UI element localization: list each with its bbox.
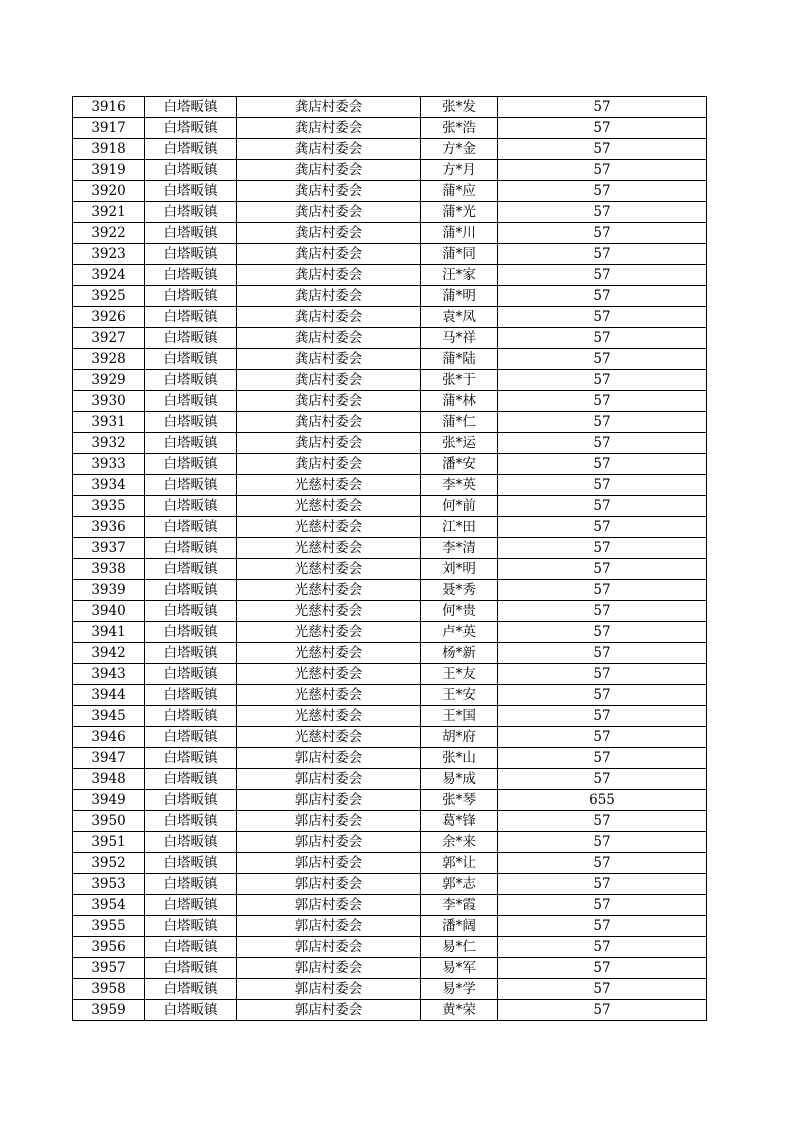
cell-amount: 57 bbox=[498, 601, 707, 622]
cell-amount: 57 bbox=[498, 979, 707, 1000]
table-row bbox=[73, 811, 707, 832]
cell-town: 白塔畈镇 bbox=[145, 160, 237, 181]
cell-name: 蒲*川 bbox=[421, 223, 498, 244]
table-row bbox=[73, 979, 707, 1000]
cell-village: 郭店村委会 bbox=[237, 958, 421, 979]
cell-number: 3948 bbox=[73, 769, 145, 790]
table-row bbox=[73, 769, 707, 790]
cell-number: 3937 bbox=[73, 538, 145, 559]
cell-village: 郭店村委会 bbox=[237, 748, 421, 769]
cell-town: 白塔畈镇 bbox=[145, 433, 237, 454]
cell-number: 3959 bbox=[73, 1000, 145, 1021]
cell-amount: 57 bbox=[498, 895, 707, 916]
table-row bbox=[73, 202, 707, 223]
cell-number: 3954 bbox=[73, 895, 145, 916]
cell-amount: 57 bbox=[498, 832, 707, 853]
cell-village: 龚店村委会 bbox=[237, 370, 421, 391]
table-row bbox=[73, 643, 707, 664]
cell-village: 龚店村委会 bbox=[237, 286, 421, 307]
cell-town: 白塔畈镇 bbox=[145, 895, 237, 916]
cell-town: 白塔畈镇 bbox=[145, 559, 237, 580]
table-row bbox=[73, 937, 707, 958]
cell-town: 白塔畈镇 bbox=[145, 139, 237, 160]
cell-amount: 57 bbox=[498, 412, 707, 433]
cell-amount: 57 bbox=[498, 727, 707, 748]
cell-name: 方*月 bbox=[421, 160, 498, 181]
cell-number: 3934 bbox=[73, 475, 145, 496]
cell-amount: 57 bbox=[498, 97, 707, 118]
cell-number: 3919 bbox=[73, 160, 145, 181]
cell-number: 3949 bbox=[73, 790, 145, 811]
cell-village: 郭店村委会 bbox=[237, 811, 421, 832]
table-row bbox=[73, 1000, 707, 1021]
cell-number: 3939 bbox=[73, 580, 145, 601]
cell-town: 白塔畈镇 bbox=[145, 181, 237, 202]
cell-amount: 57 bbox=[498, 937, 707, 958]
cell-town: 白塔畈镇 bbox=[145, 937, 237, 958]
cell-town: 白塔畈镇 bbox=[145, 97, 237, 118]
cell-amount: 57 bbox=[498, 244, 707, 265]
table-row bbox=[73, 412, 707, 433]
cell-town: 白塔畈镇 bbox=[145, 748, 237, 769]
cell-amount: 57 bbox=[498, 580, 707, 601]
table-row bbox=[73, 328, 707, 349]
cell-name: 蒲*光 bbox=[421, 202, 498, 223]
cell-village: 龚店村委会 bbox=[237, 412, 421, 433]
cell-town: 白塔畈镇 bbox=[145, 664, 237, 685]
cell-town: 白塔畈镇 bbox=[145, 643, 237, 664]
cell-amount: 57 bbox=[498, 559, 707, 580]
table-row bbox=[73, 97, 707, 118]
cell-name: 蒲*同 bbox=[421, 244, 498, 265]
cell-village: 郭店村委会 bbox=[237, 853, 421, 874]
cell-name: 黄*荣 bbox=[421, 1000, 498, 1021]
cell-town: 白塔畈镇 bbox=[145, 307, 237, 328]
cell-number: 3958 bbox=[73, 979, 145, 1000]
cell-amount: 655 bbox=[498, 790, 707, 811]
cell-town: 白塔畈镇 bbox=[145, 412, 237, 433]
cell-village: 光慈村委会 bbox=[237, 706, 421, 727]
cell-village: 郭店村委会 bbox=[237, 979, 421, 1000]
cell-village: 龚店村委会 bbox=[237, 307, 421, 328]
cell-village: 龚店村委会 bbox=[237, 349, 421, 370]
cell-name: 李*清 bbox=[421, 538, 498, 559]
cell-amount: 57 bbox=[498, 328, 707, 349]
cell-town: 白塔畈镇 bbox=[145, 790, 237, 811]
cell-village: 郭店村委会 bbox=[237, 832, 421, 853]
cell-village: 龚店村委会 bbox=[237, 181, 421, 202]
table-row bbox=[73, 895, 707, 916]
cell-number: 3927 bbox=[73, 328, 145, 349]
cell-number: 3921 bbox=[73, 202, 145, 223]
cell-village: 郭店村委会 bbox=[237, 874, 421, 895]
cell-number: 3955 bbox=[73, 916, 145, 937]
cell-name: 葛*锋 bbox=[421, 811, 498, 832]
cell-amount: 57 bbox=[498, 706, 707, 727]
cell-town: 白塔畈镇 bbox=[145, 244, 237, 265]
cell-town: 白塔畈镇 bbox=[145, 1000, 237, 1021]
cell-amount: 57 bbox=[498, 349, 707, 370]
cell-number: 3953 bbox=[73, 874, 145, 895]
table-row bbox=[73, 727, 707, 748]
cell-amount: 57 bbox=[498, 160, 707, 181]
cell-village: 郭店村委会 bbox=[237, 916, 421, 937]
cell-amount: 57 bbox=[498, 748, 707, 769]
cell-name: 张*琴 bbox=[421, 790, 498, 811]
cell-number: 3952 bbox=[73, 853, 145, 874]
cell-amount: 57 bbox=[498, 391, 707, 412]
table-row bbox=[73, 580, 707, 601]
cell-name: 方*金 bbox=[421, 139, 498, 160]
cell-town: 白塔畈镇 bbox=[145, 118, 237, 139]
table-row bbox=[73, 181, 707, 202]
cell-village: 光慈村委会 bbox=[237, 496, 421, 517]
cell-town: 白塔畈镇 bbox=[145, 328, 237, 349]
cell-number: 3920 bbox=[73, 181, 145, 202]
cell-name: 刘*明 bbox=[421, 559, 498, 580]
cell-name: 张*浩 bbox=[421, 118, 498, 139]
cell-village: 光慈村委会 bbox=[237, 580, 421, 601]
cell-number: 3929 bbox=[73, 370, 145, 391]
cell-town: 白塔畈镇 bbox=[145, 832, 237, 853]
cell-name: 蒲*应 bbox=[421, 181, 498, 202]
cell-village: 龚店村委会 bbox=[237, 202, 421, 223]
cell-name: 李*英 bbox=[421, 475, 498, 496]
cell-village: 龚店村委会 bbox=[237, 454, 421, 475]
cell-number: 3928 bbox=[73, 349, 145, 370]
table-row bbox=[73, 958, 707, 979]
table-row bbox=[73, 139, 707, 160]
cell-village: 光慈村委会 bbox=[237, 559, 421, 580]
cell-village: 龚店村委会 bbox=[237, 118, 421, 139]
cell-town: 白塔畈镇 bbox=[145, 370, 237, 391]
table-row bbox=[73, 748, 707, 769]
cell-name: 何*贵 bbox=[421, 601, 498, 622]
cell-town: 白塔畈镇 bbox=[145, 601, 237, 622]
cell-amount: 57 bbox=[498, 916, 707, 937]
cell-number: 3936 bbox=[73, 517, 145, 538]
cell-village: 光慈村委会 bbox=[237, 601, 421, 622]
cell-village: 龚店村委会 bbox=[237, 160, 421, 181]
cell-name: 袁*凤 bbox=[421, 307, 498, 328]
cell-number: 3956 bbox=[73, 937, 145, 958]
cell-village: 郭店村委会 bbox=[237, 769, 421, 790]
cell-town: 白塔畈镇 bbox=[145, 286, 237, 307]
cell-name: 张*运 bbox=[421, 433, 498, 454]
cell-amount: 57 bbox=[498, 307, 707, 328]
cell-amount: 57 bbox=[498, 811, 707, 832]
cell-name: 江*田 bbox=[421, 517, 498, 538]
table-row bbox=[73, 706, 707, 727]
cell-name: 张*于 bbox=[421, 370, 498, 391]
cell-village: 龚店村委会 bbox=[237, 97, 421, 118]
cell-number: 3918 bbox=[73, 139, 145, 160]
cell-village: 光慈村委会 bbox=[237, 475, 421, 496]
cell-name: 汪*家 bbox=[421, 265, 498, 286]
cell-name: 张*发 bbox=[421, 97, 498, 118]
cell-name: 余*来 bbox=[421, 832, 498, 853]
cell-number: 3916 bbox=[73, 97, 145, 118]
cell-village: 龚店村委会 bbox=[237, 328, 421, 349]
cell-number: 3917 bbox=[73, 118, 145, 139]
cell-town: 白塔畈镇 bbox=[145, 475, 237, 496]
cell-town: 白塔畈镇 bbox=[145, 706, 237, 727]
table-row bbox=[73, 853, 707, 874]
table-row bbox=[73, 286, 707, 307]
cell-village: 龚店村委会 bbox=[237, 223, 421, 244]
cell-amount: 57 bbox=[498, 223, 707, 244]
cell-town: 白塔畈镇 bbox=[145, 853, 237, 874]
cell-name: 何*前 bbox=[421, 496, 498, 517]
table-row bbox=[73, 265, 707, 286]
cell-name: 郭*志 bbox=[421, 874, 498, 895]
cell-number: 3935 bbox=[73, 496, 145, 517]
table-row bbox=[73, 349, 707, 370]
table-row bbox=[73, 370, 707, 391]
cell-name: 马*祥 bbox=[421, 328, 498, 349]
table-row bbox=[73, 916, 707, 937]
cell-amount: 57 bbox=[498, 202, 707, 223]
cell-town: 白塔畈镇 bbox=[145, 391, 237, 412]
cell-amount: 57 bbox=[498, 139, 707, 160]
cell-amount: 57 bbox=[498, 181, 707, 202]
cell-village: 光慈村委会 bbox=[237, 517, 421, 538]
cell-name: 郭*让 bbox=[421, 853, 498, 874]
cell-amount: 57 bbox=[498, 1000, 707, 1021]
cell-number: 3951 bbox=[73, 832, 145, 853]
cell-town: 白塔畈镇 bbox=[145, 223, 237, 244]
cell-amount: 57 bbox=[498, 517, 707, 538]
cell-name: 王*友 bbox=[421, 664, 498, 685]
cell-village: 光慈村委会 bbox=[237, 622, 421, 643]
cell-village: 光慈村委会 bbox=[237, 685, 421, 706]
cell-village: 龚店村委会 bbox=[237, 433, 421, 454]
cell-amount: 57 bbox=[498, 370, 707, 391]
cell-number: 3931 bbox=[73, 412, 145, 433]
cell-number: 3945 bbox=[73, 706, 145, 727]
table-row bbox=[73, 160, 707, 181]
table-body bbox=[73, 97, 707, 1021]
cell-name: 杨*新 bbox=[421, 643, 498, 664]
cell-amount: 57 bbox=[498, 643, 707, 664]
cell-village: 龚店村委会 bbox=[237, 244, 421, 265]
cell-number: 3930 bbox=[73, 391, 145, 412]
table-row bbox=[73, 601, 707, 622]
cell-amount: 57 bbox=[498, 874, 707, 895]
cell-name: 蒲*明 bbox=[421, 286, 498, 307]
table-row bbox=[73, 223, 707, 244]
cell-amount: 57 bbox=[498, 769, 707, 790]
cell-village: 龚店村委会 bbox=[237, 265, 421, 286]
cell-name: 张*山 bbox=[421, 748, 498, 769]
cell-number: 3926 bbox=[73, 307, 145, 328]
cell-amount: 57 bbox=[498, 853, 707, 874]
cell-name: 王*安 bbox=[421, 685, 498, 706]
cell-town: 白塔畈镇 bbox=[145, 349, 237, 370]
cell-number: 3924 bbox=[73, 265, 145, 286]
table-row bbox=[73, 832, 707, 853]
cell-number: 3950 bbox=[73, 811, 145, 832]
cell-amount: 57 bbox=[498, 118, 707, 139]
table-row bbox=[73, 307, 707, 328]
table-row bbox=[73, 454, 707, 475]
cell-amount: 57 bbox=[498, 685, 707, 706]
cell-name: 李*霞 bbox=[421, 895, 498, 916]
cell-village: 郭店村委会 bbox=[237, 895, 421, 916]
cell-number: 3947 bbox=[73, 748, 145, 769]
cell-town: 白塔畈镇 bbox=[145, 580, 237, 601]
cell-number: 3932 bbox=[73, 433, 145, 454]
cell-number: 3942 bbox=[73, 643, 145, 664]
cell-village: 光慈村委会 bbox=[237, 727, 421, 748]
cell-amount: 57 bbox=[498, 622, 707, 643]
cell-town: 白塔畈镇 bbox=[145, 454, 237, 475]
cell-town: 白塔畈镇 bbox=[145, 916, 237, 937]
cell-name: 易*仁 bbox=[421, 937, 498, 958]
cell-number: 3941 bbox=[73, 622, 145, 643]
cell-name: 蒲*仁 bbox=[421, 412, 498, 433]
cell-name: 潘*安 bbox=[421, 454, 498, 475]
cell-town: 白塔畈镇 bbox=[145, 538, 237, 559]
cell-town: 白塔畈镇 bbox=[145, 622, 237, 643]
cell-name: 潘*阔 bbox=[421, 916, 498, 937]
cell-amount: 57 bbox=[498, 475, 707, 496]
cell-name: 聂*秀 bbox=[421, 580, 498, 601]
cell-town: 白塔畈镇 bbox=[145, 685, 237, 706]
cell-number: 3933 bbox=[73, 454, 145, 475]
cell-amount: 57 bbox=[498, 664, 707, 685]
table-row bbox=[73, 517, 707, 538]
cell-amount: 57 bbox=[498, 433, 707, 454]
cell-village: 郭店村委会 bbox=[237, 1000, 421, 1021]
cell-town: 白塔畈镇 bbox=[145, 517, 237, 538]
cell-town: 白塔畈镇 bbox=[145, 874, 237, 895]
cell-number: 3944 bbox=[73, 685, 145, 706]
cell-name: 易*成 bbox=[421, 769, 498, 790]
cell-amount: 57 bbox=[498, 454, 707, 475]
table-row bbox=[73, 538, 707, 559]
cell-town: 白塔畈镇 bbox=[145, 265, 237, 286]
cell-town: 白塔畈镇 bbox=[145, 811, 237, 832]
cell-number: 3946 bbox=[73, 727, 145, 748]
cell-number: 3938 bbox=[73, 559, 145, 580]
cell-number: 3925 bbox=[73, 286, 145, 307]
document-page bbox=[72, 96, 706, 1021]
table-row bbox=[73, 433, 707, 454]
cell-number: 3940 bbox=[73, 601, 145, 622]
cell-village: 郭店村委会 bbox=[237, 790, 421, 811]
cell-number: 3943 bbox=[73, 664, 145, 685]
cell-village: 郭店村委会 bbox=[237, 937, 421, 958]
cell-amount: 57 bbox=[498, 265, 707, 286]
cell-name: 易*学 bbox=[421, 979, 498, 1000]
cell-village: 龚店村委会 bbox=[237, 391, 421, 412]
cell-town: 白塔畈镇 bbox=[145, 496, 237, 517]
table-row bbox=[73, 874, 707, 895]
cell-name: 蒲*林 bbox=[421, 391, 498, 412]
data-table bbox=[72, 96, 707, 1021]
cell-name: 胡*府 bbox=[421, 727, 498, 748]
table-row bbox=[73, 118, 707, 139]
cell-town: 白塔畈镇 bbox=[145, 769, 237, 790]
table-row bbox=[73, 496, 707, 517]
table-row bbox=[73, 391, 707, 412]
table-row bbox=[73, 559, 707, 580]
cell-town: 白塔畈镇 bbox=[145, 727, 237, 748]
table-row bbox=[73, 685, 707, 706]
table-row bbox=[73, 790, 707, 811]
cell-town: 白塔畈镇 bbox=[145, 202, 237, 223]
cell-name: 王*国 bbox=[421, 706, 498, 727]
cell-village: 光慈村委会 bbox=[237, 664, 421, 685]
cell-village: 光慈村委会 bbox=[237, 643, 421, 664]
cell-amount: 57 bbox=[498, 286, 707, 307]
cell-number: 3923 bbox=[73, 244, 145, 265]
cell-town: 白塔畈镇 bbox=[145, 979, 237, 1000]
cell-village: 龚店村委会 bbox=[237, 139, 421, 160]
cell-amount: 57 bbox=[498, 958, 707, 979]
table-row bbox=[73, 475, 707, 496]
table-row bbox=[73, 622, 707, 643]
cell-town: 白塔畈镇 bbox=[145, 958, 237, 979]
cell-name: 易*军 bbox=[421, 958, 498, 979]
table-row bbox=[73, 244, 707, 265]
table-row bbox=[73, 664, 707, 685]
cell-name: 卢*英 bbox=[421, 622, 498, 643]
cell-amount: 57 bbox=[498, 496, 707, 517]
cell-village: 光慈村委会 bbox=[237, 538, 421, 559]
cell-name: 蒲*陆 bbox=[421, 349, 498, 370]
cell-number: 3922 bbox=[73, 223, 145, 244]
cell-number: 3957 bbox=[73, 958, 145, 979]
cell-amount: 57 bbox=[498, 538, 707, 559]
